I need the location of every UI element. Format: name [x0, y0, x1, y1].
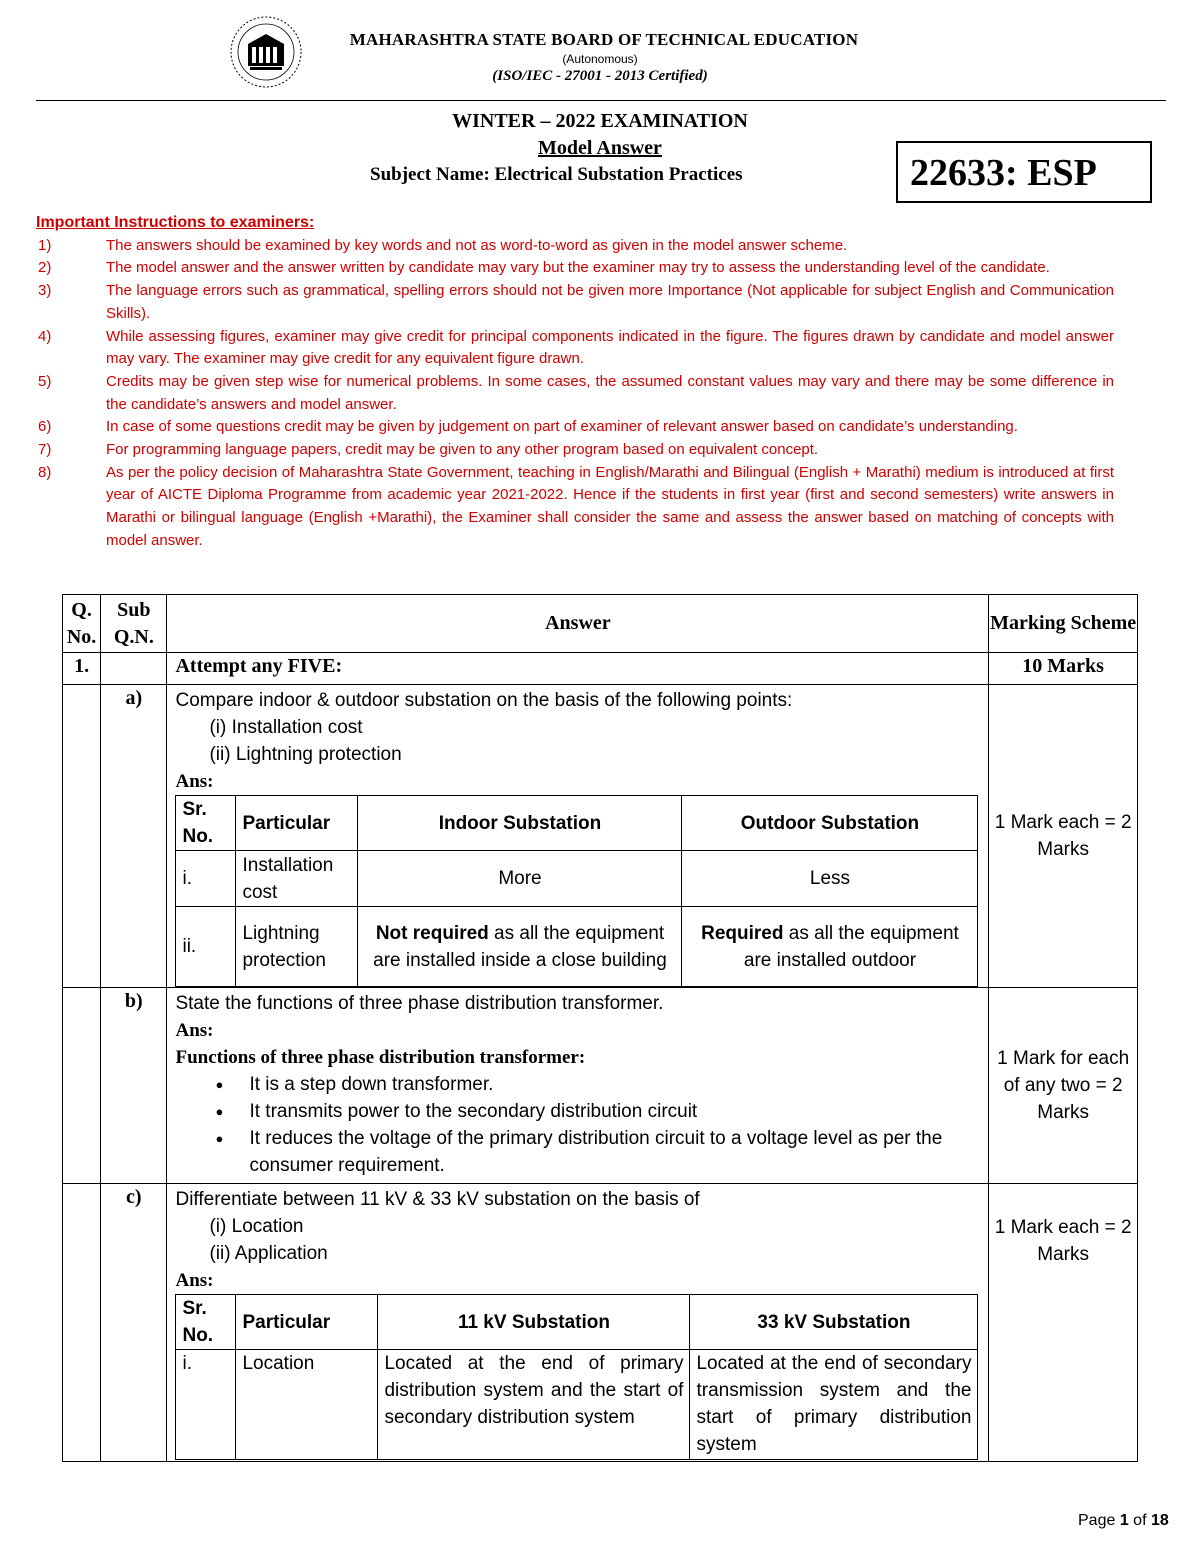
q1c-r1-particular: Location — [236, 1350, 378, 1460]
instruction-number: 7) — [38, 441, 52, 459]
instruction-item — [36, 416, 1114, 439]
model-answer-text: Model Answer — [538, 137, 662, 159]
q1a-marks: 1 Mark each = 2 Marks — [989, 685, 1138, 988]
q1c-h-particular: Particular — [236, 1295, 378, 1350]
footer-page-number: 1 — [1119, 1512, 1129, 1529]
subject-name: Subject Name: Electrical Substation Practices — [370, 164, 743, 185]
q1b-answer — [167, 988, 989, 1184]
q1b-ans-label: Ans: — [175, 1020, 214, 1041]
q-empty — [63, 1184, 101, 1462]
q1a-point-2: (ii) Lightning protection — [209, 744, 402, 765]
q1a-r2-outdoor-bold: Required — [701, 922, 784, 944]
subject-code: 22633: ESP — [896, 141, 1152, 203]
instruction-text: While assessing figures, examiner may give credit for principal components indicated in the figure. The figures drawn by candidate and model answer may vary. The examiner may give credit for any equivalent figure drawn. — [106, 327, 1114, 368]
q1c-r1-11kv: Located at the end of primary distribution system and the start of secondary distribution system — [378, 1350, 690, 1460]
q1a-r2-indoor-bold: Not required — [375, 922, 489, 944]
page-footer — [1078, 1512, 1169, 1530]
q1c-point-1: (i) Location — [209, 1216, 304, 1237]
table-row — [176, 907, 978, 987]
q1a-question: Compare indoor & outdoor substation on the basis of the following points: — [175, 690, 793, 711]
col-sub-qn: Sub Q.N. — [101, 595, 167, 653]
q-empty — [63, 988, 101, 1184]
instruction-number: 1) — [38, 236, 52, 254]
q1a-r1-sr: i. — [176, 851, 236, 907]
answer-table — [62, 594, 1138, 1462]
instruction-text: Credits may be given step wise for numerical problems. In some cases, the assumed constant values may vary and there may be some difference in the candidate’s answers and model answer. — [106, 372, 1114, 413]
q1c-r1-33kv: Located at the end of secondary transmission system and the start of primary distribution system — [690, 1350, 978, 1460]
instruction-number: 3) — [38, 282, 52, 300]
q1-number: 1. — [63, 653, 101, 685]
instruction-item — [36, 257, 1114, 280]
q1a-r2-sr: ii. — [176, 907, 236, 987]
q1-row — [63, 653, 1138, 685]
q1a-compare-table — [175, 795, 978, 987]
q1b-row — [63, 988, 1138, 1184]
q1c-compare-header — [176, 1295, 978, 1350]
instruction-item — [36, 371, 1114, 416]
table-header-row — [63, 595, 1138, 653]
q1a-r1-outdoor: Less — [682, 851, 978, 907]
list-item: ● It reduces the voltage of the primary distribution circuit to a voltage level as per the consumer requirement. — [249, 1125, 982, 1179]
q1c-h-sr: Sr. No. — [176, 1295, 236, 1350]
q1a-r2-indoor-text: as all the equipment are installed inside a close building — [373, 922, 667, 971]
q1c-row — [63, 1184, 1138, 1462]
examiner-instructions — [36, 212, 1114, 553]
q1c-ans-label: Ans: — [175, 1270, 214, 1291]
instruction-text: In case of some questions credit may be given by judgement on part of examiner of relevant answer based on candidate’s understanding. — [106, 418, 1018, 436]
instruction-text: The answers should be examined by key words and not as word-to-word as given in the model answer scheme. — [106, 236, 848, 254]
q1c-answer — [167, 1184, 989, 1462]
instruction-text: The language errors such as grammatical, spelling errors should not be given more Importance (Not applicable for subject English and Communication Skills). — [106, 282, 1114, 322]
instruction-text: For programming language papers, credit may be given to any other program based on equivalent concept. — [106, 441, 819, 459]
instruction-text: As per the policy decision of Maharashtra State Government, teaching in English/Marathi and Bilingual (English + Marathi) medium is introduced at first year of AICTE Diploma Programme from academic year 2021-2022. Hence if the students in first year (first and second semesters) write answers in Marathi or bilingual language (English +Marathi), the Examiner shall consider the same and assess the answer based on matching of concepts with model answer. — [106, 463, 1114, 549]
q1a-r2-outdoor-text: as all the equipment are installed outdoor — [743, 922, 959, 971]
q1a-r1-particular: Installation cost — [236, 851, 358, 907]
q1a-point-1: (i) Installation cost — [209, 717, 363, 738]
q1c-marks: 1 Mark each = 2 Marks — [989, 1184, 1138, 1462]
instruction-number: 4) — [38, 327, 52, 345]
q1c-h-11kv: 11 kV Substation — [378, 1295, 690, 1350]
footer-page-total: 18 — [1150, 1512, 1169, 1529]
instruction-number: 5) — [38, 372, 52, 390]
instructions-list — [36, 235, 1114, 553]
q1c-question: Differentiate between 11 kV & 33 kV substation on the basis of — [175, 1189, 700, 1210]
board-name: MAHARASHTRA STATE BOARD OF TECHNICAL EDUCATION — [349, 30, 859, 49]
q1a-compare-header — [176, 796, 978, 851]
exam-title: WINTER – 2022 EXAMINATION — [452, 110, 748, 132]
q1b-marks: 1 Mark for each of any two = 2 Marks — [989, 988, 1138, 1184]
instruction-item — [36, 326, 1114, 371]
q1-sub-empty — [101, 653, 167, 685]
instruction-item — [36, 280, 1114, 325]
q1a-h-indoor: Indoor Substation — [358, 796, 682, 851]
iso-certification: (ISO/IEC - 27001 - 2013 Certified) — [492, 68, 708, 84]
header-divider — [36, 100, 1166, 101]
list-item: ● It transmits power to the secondary distribution circuit — [249, 1098, 982, 1125]
footer-page-label: Page — [1078, 1512, 1120, 1529]
q1a-h-outdoor: Outdoor Substation — [682, 796, 978, 851]
table-row — [176, 1350, 978, 1460]
q1c-h-33kv: 33 kV Substation — [690, 1295, 978, 1350]
instruction-item — [36, 439, 1114, 462]
instruction-number: 2) — [38, 259, 52, 277]
q1a-r2-outdoor — [682, 907, 978, 987]
q1a-r2-indoor — [358, 907, 682, 987]
instruction-number: 6) — [38, 418, 52, 436]
table-row — [176, 851, 978, 907]
q1c-point-2: (ii) Application — [209, 1243, 328, 1264]
q1b-subhead: Functions of three phase distribution transformer: — [175, 1047, 586, 1068]
q1a-r2-particular: Lightning protection — [236, 907, 358, 987]
q1b-functions-list — [175, 1071, 982, 1179]
col-q-no: Q. No. — [63, 595, 101, 653]
list-item: ● It is a step down transformer. — [249, 1071, 982, 1098]
q1b-label: b) — [101, 988, 167, 1184]
q1-marks: 10 Marks — [989, 653, 1138, 685]
instruction-number: 8) — [38, 463, 52, 481]
instruction-item — [36, 235, 1114, 258]
q1a-answer — [167, 685, 989, 988]
q1a-h-sr: Sr. No. — [176, 796, 236, 851]
instruction-item — [36, 462, 1114, 553]
q1a-r1-indoor: More — [358, 851, 682, 907]
instruction-text: The model answer and the answer written by candidate may vary but the examiner may try to assess the understanding level of the candidate. — [106, 259, 1050, 277]
q1a-row — [63, 685, 1138, 988]
q1a-label: a) — [101, 685, 167, 988]
q-empty — [63, 685, 101, 988]
q1b-question: State the functions of three phase distribution transformer. — [175, 993, 664, 1014]
instructions-title: Important Instructions to examiners: — [36, 214, 315, 231]
q1c-label: c) — [101, 1184, 167, 1462]
col-answer: Answer — [167, 595, 989, 653]
q1-title: Attempt any FIVE: — [167, 653, 989, 685]
q1a-h-particular: Particular — [236, 796, 358, 851]
footer-of-label: of — [1128, 1512, 1151, 1529]
q1a-ans-label: Ans: — [175, 771, 214, 792]
col-marking-scheme: Marking Scheme — [989, 595, 1138, 653]
autonomous-label: (Autonomous) — [562, 52, 638, 66]
q1c-r1-sr: i. — [176, 1350, 236, 1460]
q1c-compare-table — [175, 1294, 978, 1460]
